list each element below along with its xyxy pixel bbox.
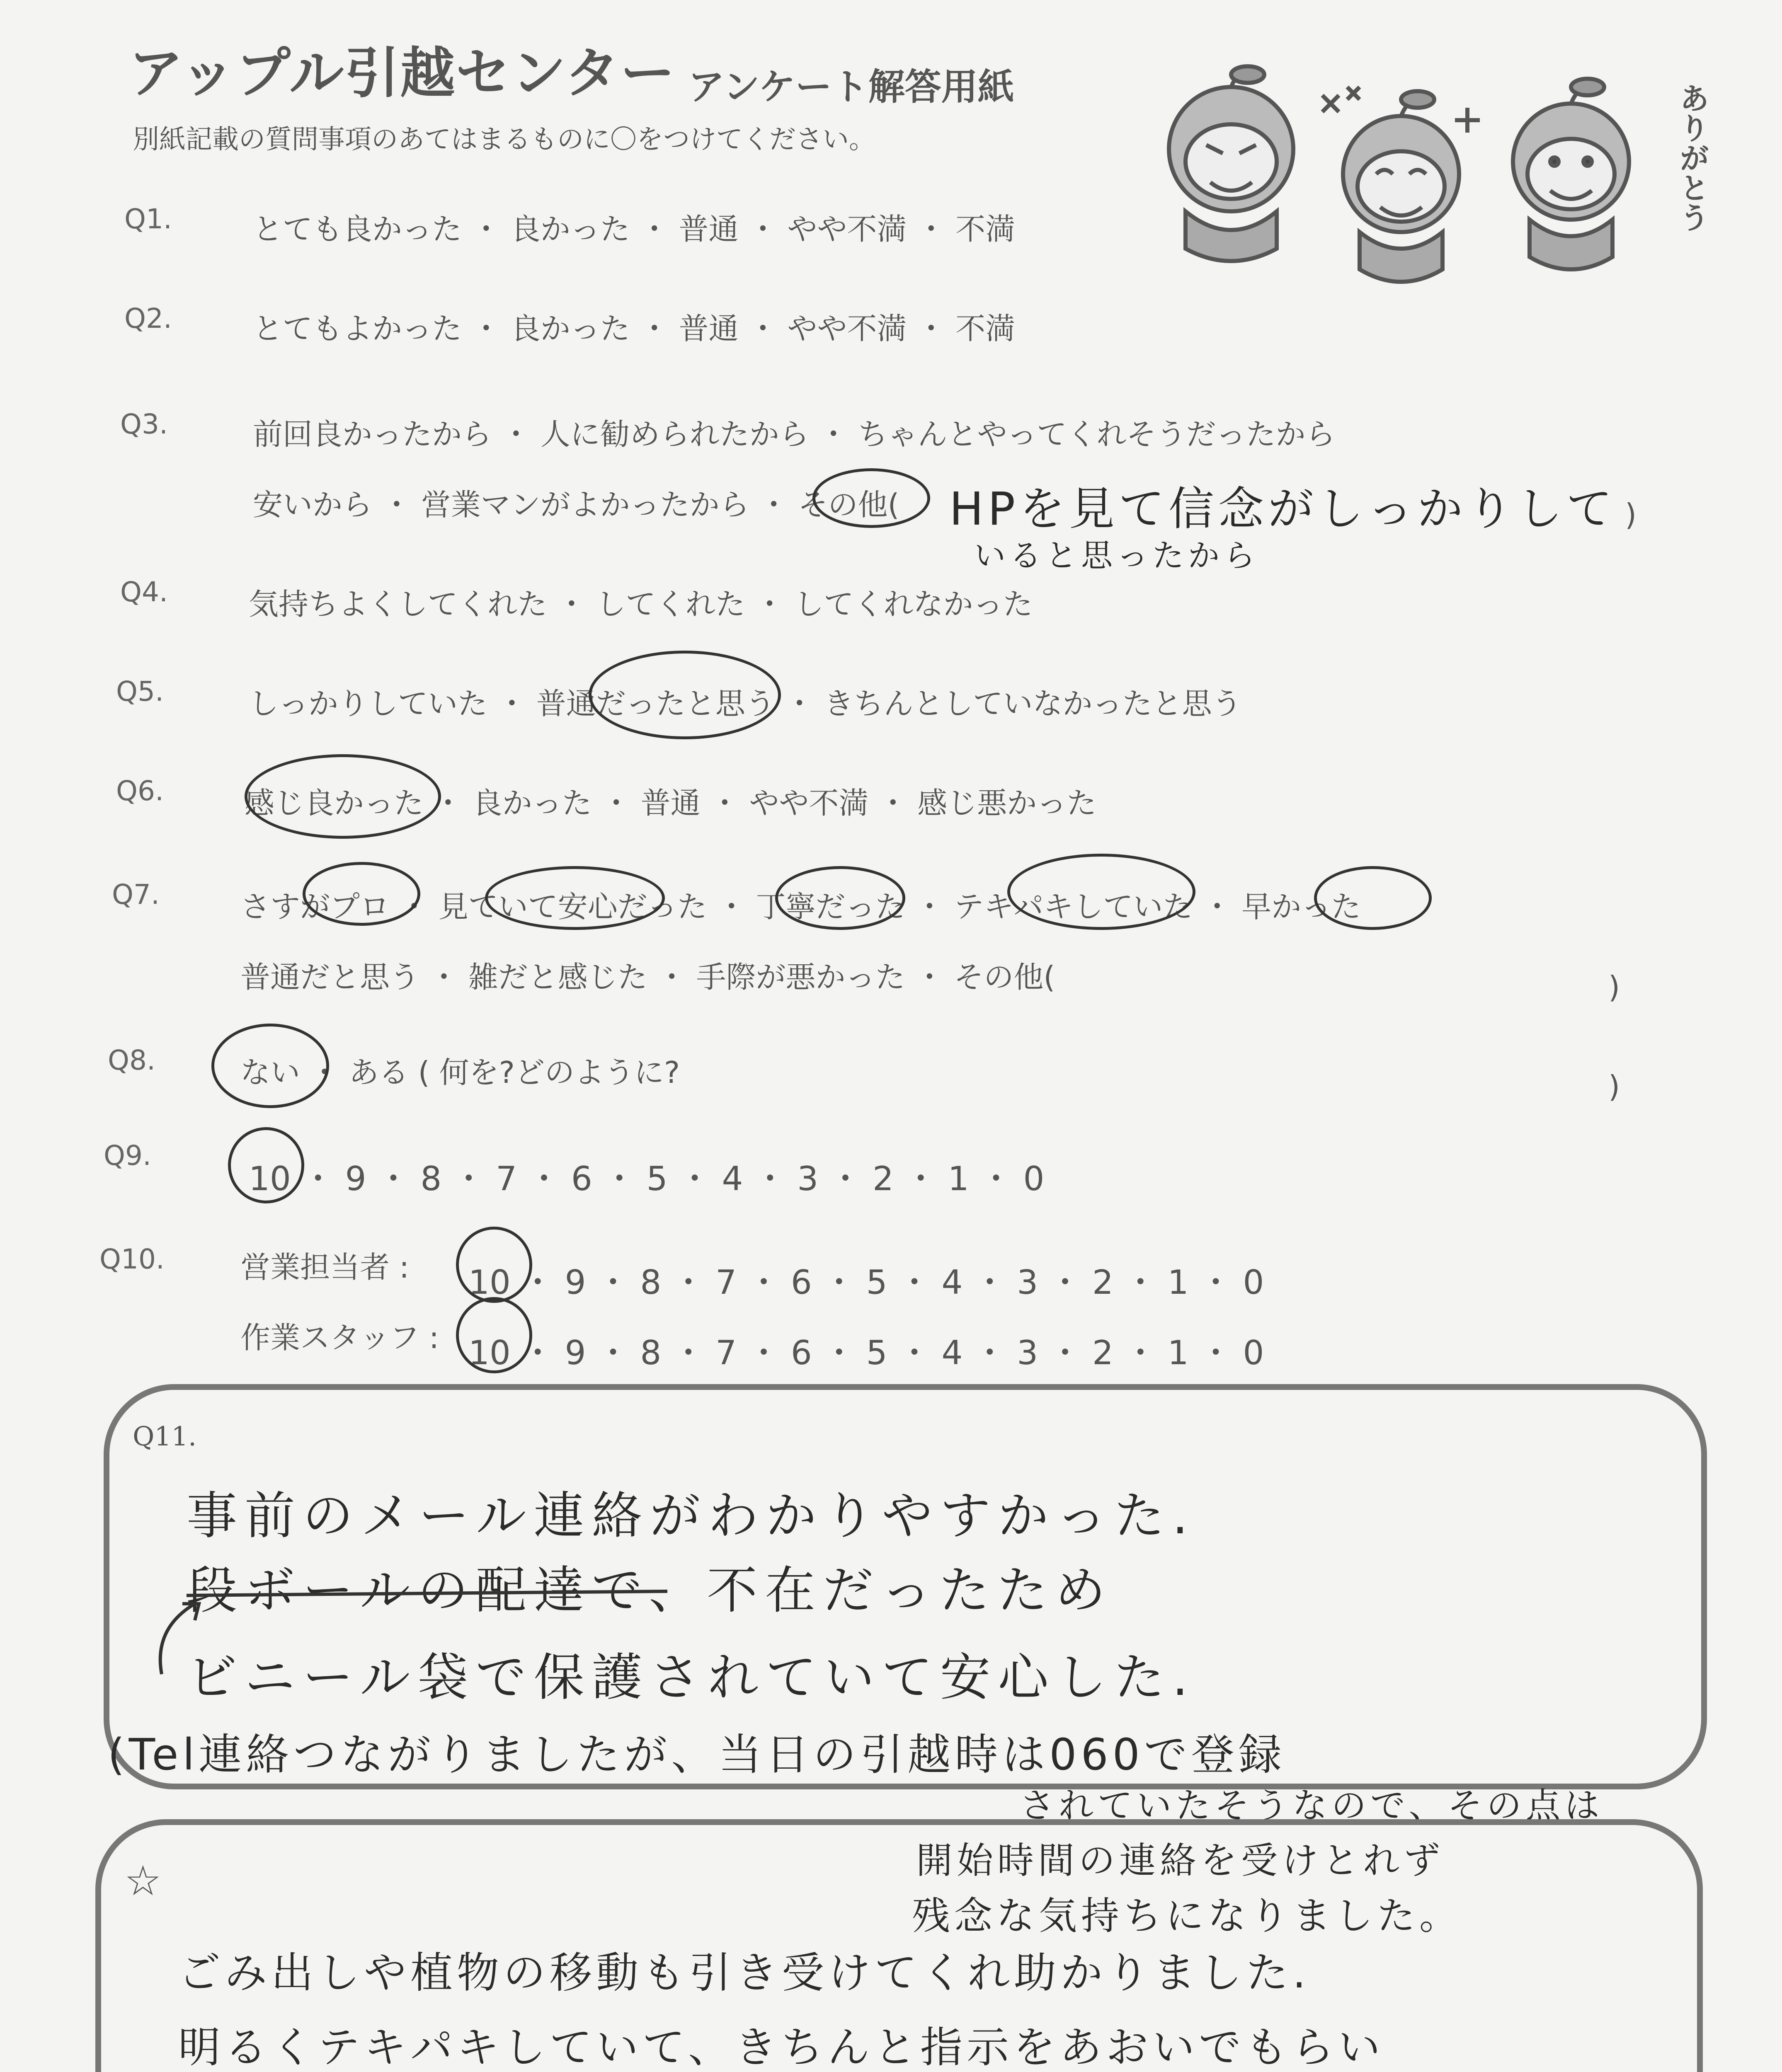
q4-number: Q4. — [120, 576, 168, 608]
q7-circle-anshin — [485, 866, 665, 930]
q7-circle-hayai — [1314, 866, 1432, 930]
q3-options-line1: 前回良かったから ・ 人に勧められたから ・ ちゃんとやってくれそうだったから — [253, 417, 1336, 452]
q2-number: Q2. — [124, 303, 172, 334]
q3-close-paren: ) — [1625, 497, 1637, 532]
q11-label: Q11. — [133, 1421, 197, 1452]
q11-line-4: (Tel連絡つながりましたが、当日の引越時は060で登録 — [108, 1729, 1286, 1780]
q9-scale: 10 ・ 9 ・ 8 ・ 7 ・ 6 ・ 5 ・ 4 ・ 3 ・ 2 ・ 1 ・ 0 — [249, 1159, 1045, 1198]
comment-line-1: ごみ出しや植物の移動も引き受けてくれ助かりました. — [178, 1949, 1310, 1998]
form-subtitle: アンケート解答用紙 — [688, 65, 1014, 108]
q10-sales-answer-circle — [456, 1227, 532, 1303]
q11-line-6: 開始時間の連絡を受けとれず — [916, 1839, 1445, 1882]
q7-circle-teinei — [775, 866, 905, 930]
company-title: アップル引越センター — [128, 41, 676, 105]
q10-sales-scale: 10 ・ 9 ・ 8 ・ 7 ・ 6 ・ 5 ・ 4 ・ 3 ・ 2 ・ 1 ・ 0 — [468, 1263, 1264, 1302]
q6-options: 感じ良かった ・ 良かった ・ 普通 ・ やや不満 ・ 感じ悪かった — [245, 786, 1097, 821]
q11-line-7: 残念な気持ちになりました。 — [912, 1894, 1462, 1938]
q8-close-paren: ) — [1608, 1069, 1620, 1104]
mascot-thanks-text: ありがとう — [1675, 83, 1709, 232]
q11-line-2: 段ボールの配達で、不在だったため — [187, 1561, 1113, 1620]
q3-options-line2: 安いから ・ 営業マンがよかったから ・ その他( — [253, 487, 899, 522]
monkey-2-icon — [1343, 91, 1459, 282]
monkey-3-icon — [1513, 79, 1629, 269]
q7-circle-tekipaki — [1007, 854, 1195, 930]
q6-number: Q6. — [116, 775, 164, 807]
monkey-mascots-illustration — [1144, 62, 1712, 294]
q10-staff-answer-circle — [456, 1297, 532, 1373]
q8-number: Q8. — [108, 1044, 155, 1076]
q3-handwritten-line1: HPを見て信念がしっかりして — [949, 482, 1617, 535]
q11-line-5: されていたそうなので、その点は — [1020, 1785, 1604, 1826]
q8-options: ない ・ ある ( 何を?どのように? — [240, 1055, 680, 1090]
instruction-text: 別紙記載の質問事項のあてはまるものに〇をつけてください。 — [133, 124, 875, 155]
comment-line-2: 明るくテキパキしていて、きちんと指示をあおいでもらい — [178, 2023, 1384, 2072]
q9-number: Q9. — [104, 1140, 151, 1172]
q8-answer-circle — [211, 1024, 329, 1108]
q11-line-1: 事前のメール連絡がわかりやすかった. — [187, 1486, 1196, 1545]
q5-answer-circle — [589, 651, 781, 739]
q3-handwritten-line2: いると思ったから — [974, 537, 1259, 574]
q4-options: 気持ちよくしてくれた ・ してくれた ・ してくれなかった — [249, 587, 1033, 622]
q6-answer-circle — [245, 754, 441, 839]
q2-options: とてもよかった ・ 良かった ・ 普通 ・ やや不満 ・ 不満 — [253, 311, 1016, 346]
q10-sales-label: 営業担当者 : — [240, 1250, 410, 1285]
q10-number: Q10. — [99, 1243, 165, 1275]
star-icon: ☆ — [124, 1857, 162, 1905]
q7-options-line1: さすがプロ ・ 見ていて安心だった ・ 丁寧だった ・ テキパキしていた ・ 早かった — [240, 889, 1361, 924]
q10-staff-label: 作業スタッフ : — [240, 1320, 439, 1355]
q9-answer-circle — [228, 1127, 304, 1203]
q10-staff-scale: 10 ・ 9 ・ 8 ・ 7 ・ 6 ・ 5 ・ 4 ・ 3 ・ 2 ・ 1 ・ 0 — [468, 1334, 1264, 1372]
q7-close-paren: ) — [1608, 970, 1620, 1005]
q1-number: Q1. — [124, 203, 172, 235]
q5-number: Q5. — [116, 675, 164, 707]
q7-options-line2: 普通だと思う ・ 雑だと感じた ・ 手際が悪かった ・ その他( — [240, 960, 1055, 995]
q11-line-3: ビニール袋で保護されていて安心した. — [187, 1648, 1196, 1707]
q7-number: Q7. — [112, 879, 160, 910]
q7-circle-pro — [303, 862, 420, 926]
q5-options: しっかりしていた ・ 普通だったと思う ・ きちんとしていなかったと思う — [249, 686, 1242, 721]
q1-options: とても良かった ・ 良かった ・ 普通 ・ やや不満 ・ 不満 — [253, 212, 1016, 247]
monkey-1-icon — [1169, 66, 1293, 261]
q3-number: Q3. — [120, 408, 168, 440]
q3-answer-circle — [812, 468, 930, 528]
